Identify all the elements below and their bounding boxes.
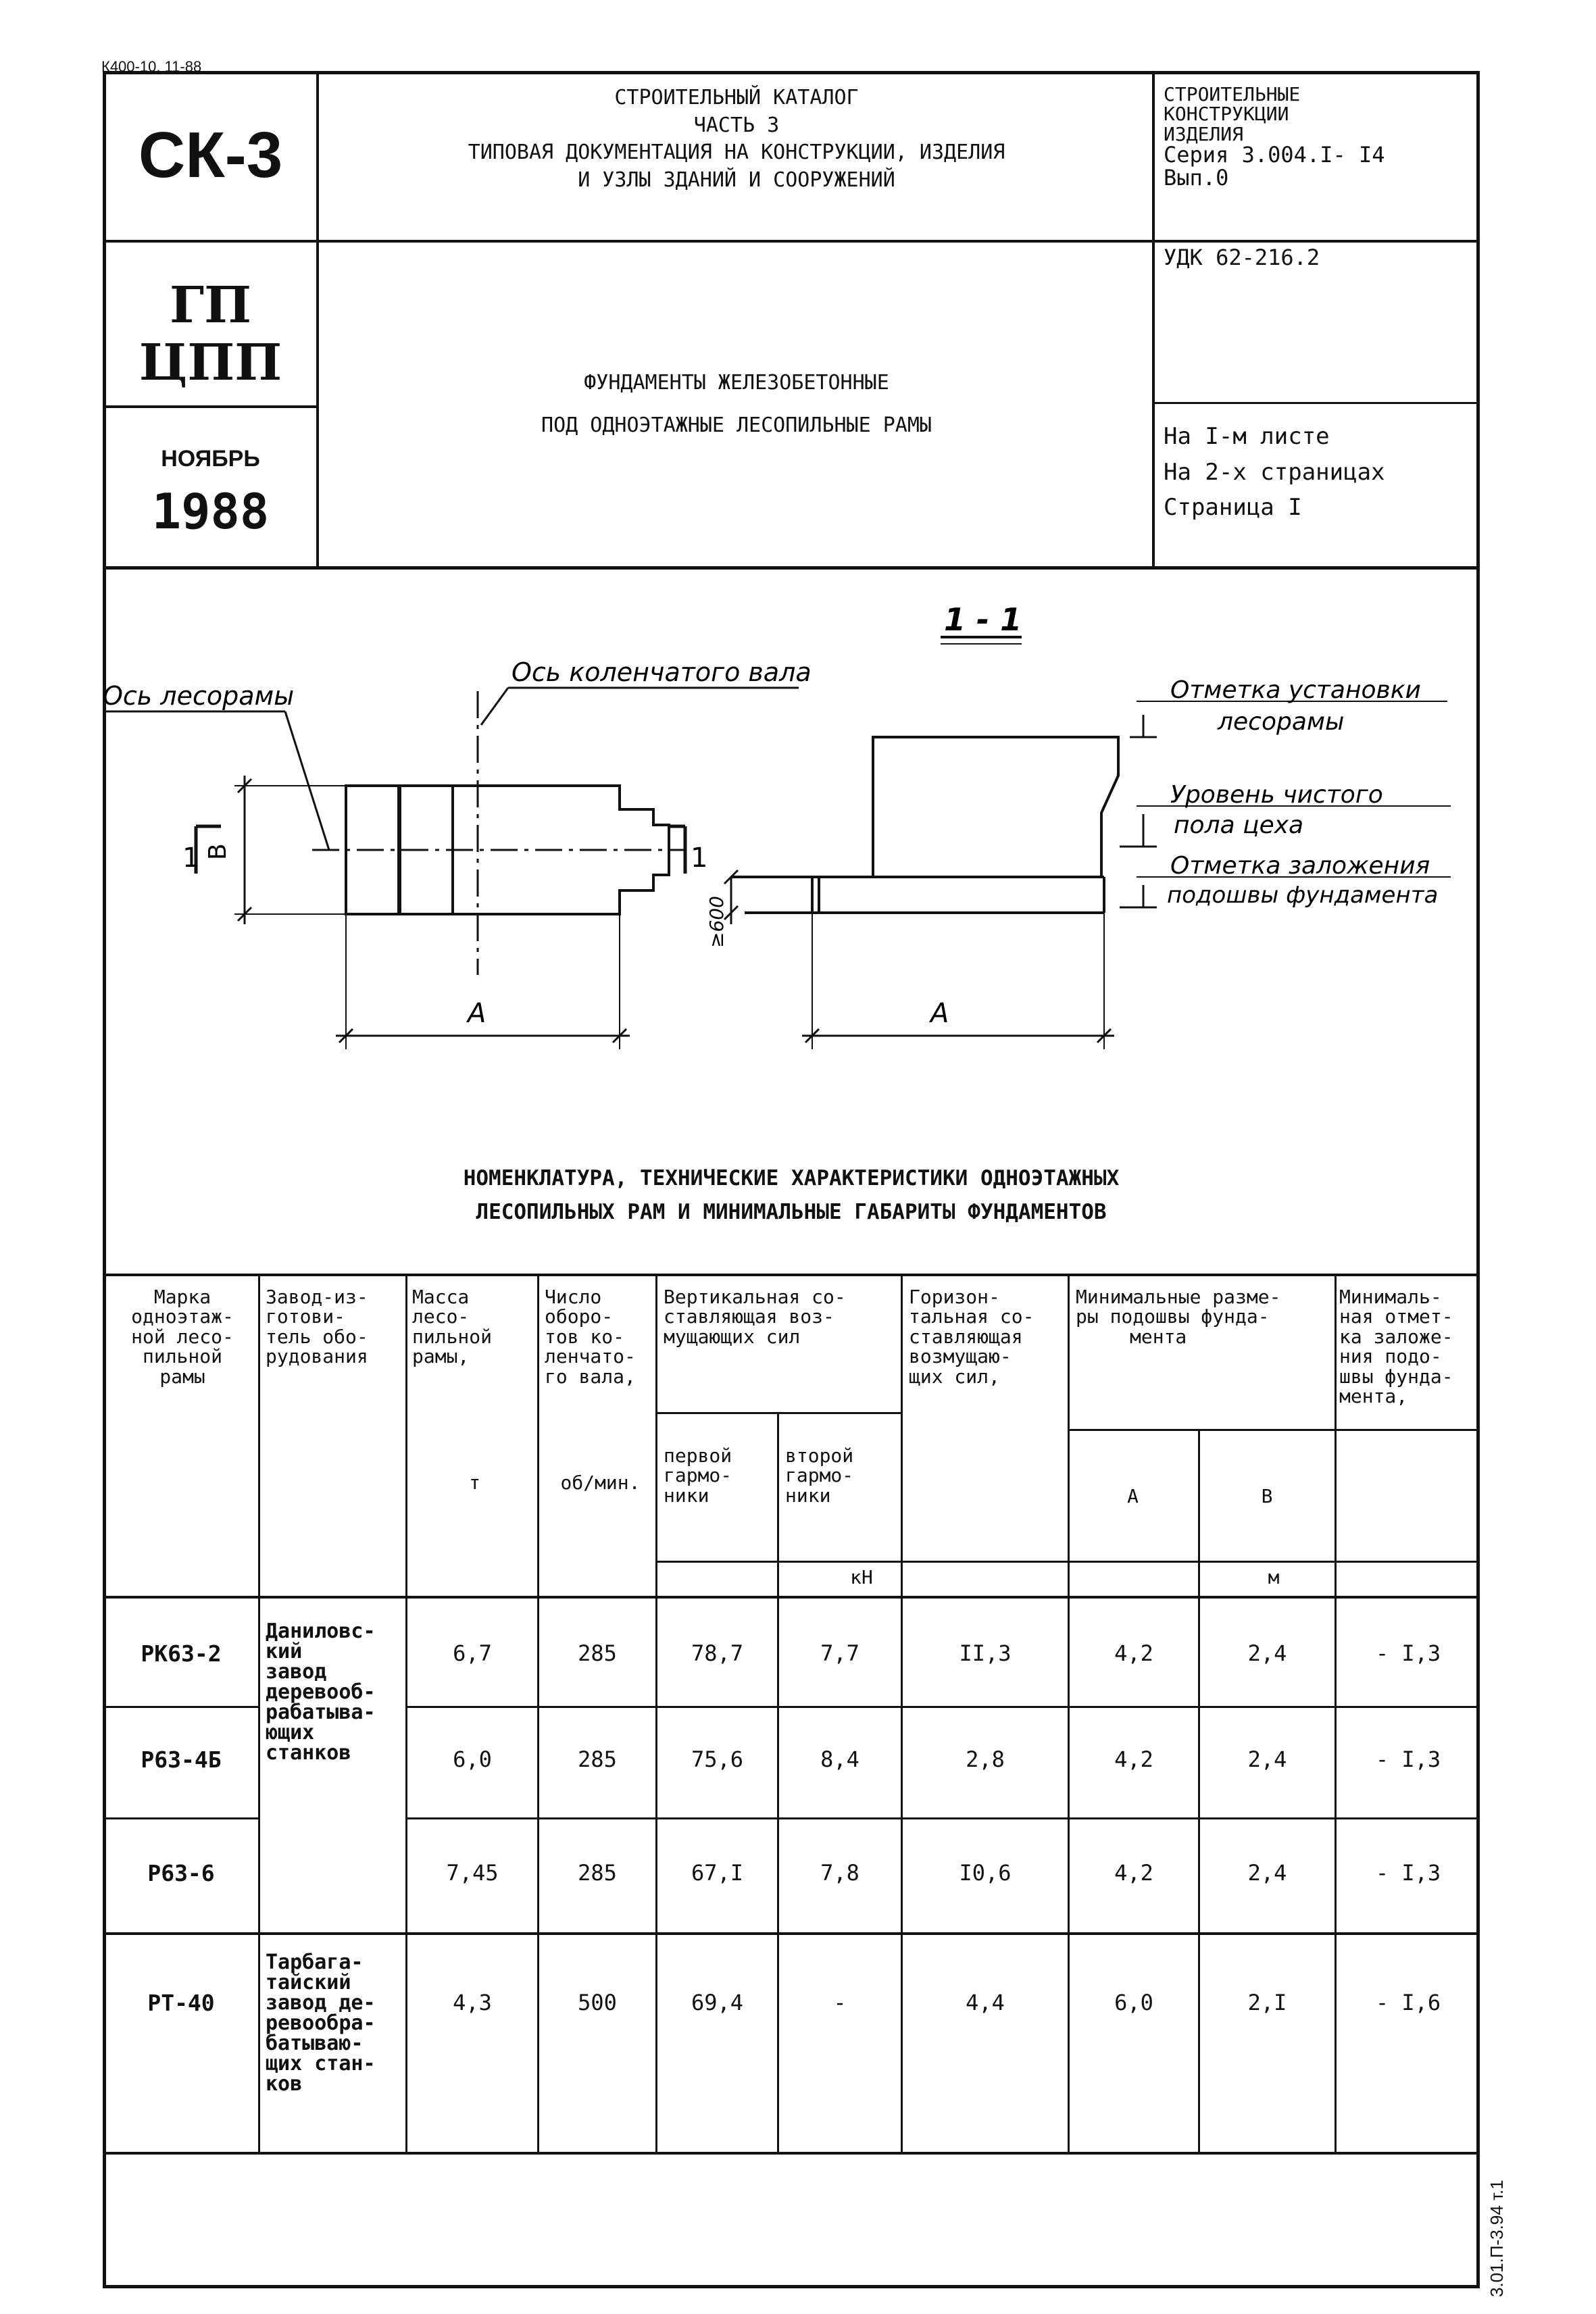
issue-month: НОЯБРЬ (161, 446, 260, 472)
udk-code: УДК 62-216.2 (1164, 245, 1320, 270)
header-mass: Масса лесо- пильной рамы, (412, 1286, 493, 1368)
row-elevation: - I,3 (1375, 1860, 1441, 1886)
header-a: А (1127, 1485, 1139, 1507)
row-horizontal: 2,8 (966, 1746, 1005, 1772)
header-vertical: Вертикальная со- ставляющая воз- мущающих сил (664, 1286, 846, 1348)
header-first-harmonic: первой гармо- ники (664, 1444, 732, 1507)
document-title: ФУНДАМЕНТЫ ЖЕЛЕЗОБЕТОННЫЕ ПОД ОДНОЭТАЖНЫЕ ЛЕСОПИЛЬНЫЕ РАМЫ (541, 371, 932, 437)
row-a: 4,2 (1114, 1860, 1153, 1886)
unit-m: м (1268, 1566, 1280, 1588)
row-second-harmonic: 7,7 (820, 1640, 859, 1666)
header-mark: Марка одноэтаж- ной лесо- пильной рамы (131, 1286, 234, 1388)
cut-label-left: 1 (182, 842, 200, 874)
mark-base-line2: подошвы фундамента (1167, 882, 1439, 909)
unit-mass: т (469, 1472, 480, 1494)
issue-year: 1988 (151, 483, 270, 540)
dim-600-label: ≥600 (705, 896, 728, 948)
group-divider (103, 1932, 1480, 1935)
row-elevation: - I,6 (1375, 1990, 1441, 2015)
mark-floor-line2: пола цеха (1174, 811, 1304, 839)
table-bottom (103, 2152, 1480, 2155)
table-top (103, 1274, 1480, 1276)
table-title: НОМЕНКЛАТУРА, ТЕХНИЧЕСКИЕ ХАРАКТЕРИСТИКИ ОДНОЭТАЖНЫХ ЛЕСОПИЛЬНЫХ РАМ И МИНИМАЛЬНЫЕ ГАБАРИТЫ ФУНДАМЕНТОВ (463, 1166, 1120, 1224)
side-document-code: 3.01.П-3.94 т.1 (1487, 2180, 1507, 2297)
row-b: 2,I (1247, 1990, 1287, 2015)
mark-install-line2: лесорамы (1218, 708, 1345, 736)
min-sub-divider (1068, 1429, 1480, 1431)
plant-tarbagatai: Тарбага- тайский завод де- ревообра- батываю- щих стан- ков (266, 1951, 376, 2096)
axis-frame-label: Ось лесорамы (103, 681, 295, 711)
row-mark: РК63-2 (141, 1640, 222, 1667)
unit-revolutions: об/мин. (560, 1472, 641, 1494)
row-a: 4,2 (1114, 1746, 1153, 1772)
header-second-harmonic: второй гармо- ники (785, 1444, 854, 1507)
row-first-harmonic: 75,6 (691, 1746, 744, 1772)
mark-install-line1: Отметка установки (1170, 676, 1421, 704)
row-mark: РТ-40 (147, 1990, 215, 2016)
publisher: ГП ЦПП (139, 276, 282, 393)
plant-danilov: Даниловс- кий завод деревооб- рабатыва- ющих станков (266, 1619, 376, 1765)
document-code: К400-10. 11-88 (101, 58, 202, 75)
header-b: В (1261, 1485, 1273, 1507)
dim-a-right-label: А (930, 998, 949, 1029)
row-horizontal: I0,6 (959, 1860, 1012, 1886)
row-horizontal: 4,4 (966, 1990, 1005, 2015)
section-label: 1 - 1 (944, 601, 1022, 638)
row-first-harmonic: 69,4 (691, 1990, 744, 2015)
section-outline (873, 737, 1118, 877)
header-col-2 (1152, 71, 1155, 568)
row-elevation: - I,3 (1375, 1746, 1441, 1772)
row-mark: Р63-4Б (141, 1746, 222, 1773)
header-horizontal: Горизон- тальная со- ставляющая возмущаю- щих сил, (909, 1286, 1034, 1388)
header-col-1 (316, 71, 319, 568)
header-divider-1 (103, 240, 1480, 243)
row-revolutions: 500 (578, 1990, 617, 2015)
row-mass: 4,3 (453, 1990, 492, 2015)
row-mass: 7,45 (446, 1860, 499, 1886)
row-mass: 6,7 (453, 1640, 492, 1666)
row-mark: Р63-6 (147, 1860, 215, 1886)
header-elevation: Минималь- ная отмет- ка заложе- ния подо- швы фунда- мента, (1339, 1286, 1453, 1407)
row-first-harmonic: 78,7 (691, 1640, 744, 1666)
header-divider-2 (103, 405, 319, 408)
row-b: 2,4 (1247, 1746, 1287, 1772)
row-second-harmonic: 7,8 (820, 1860, 859, 1886)
row-elevation: - I,3 (1375, 1640, 1441, 1666)
table-header-bottom (103, 1596, 1480, 1599)
cut-label-right: 1 (691, 842, 708, 874)
row-second-harmonic: - (833, 1990, 847, 2015)
mark-base-line1: Отметка заложения (1170, 852, 1430, 880)
dim-a-left-label: А (468, 998, 487, 1029)
row-first-harmonic: 67,I (691, 1860, 744, 1886)
header-min-sizes: Минимальные разме- ры подошвы фунда- мента (1076, 1286, 1281, 1348)
row-a: 4,2 (1114, 1640, 1153, 1666)
row-revolutions: 285 (578, 1640, 617, 1666)
mark-floor-line1: Уровень чистого (1170, 781, 1383, 809)
row-horizontal: II,3 (959, 1640, 1012, 1666)
header-revolutions: Число оборо- тов ко- ленчато- го вала, (545, 1286, 636, 1388)
row-b: 2,4 (1247, 1860, 1287, 1886)
unit-kn: кН (850, 1566, 873, 1588)
row-revolutions: 285 (578, 1746, 617, 1772)
dim-b-label: В (204, 843, 232, 860)
axis-shaft-label: Ось коленчатого вала (512, 657, 812, 687)
catalog-heading: СТРОИТЕЛЬНЫЙ КАТАЛОГ ЧАСТЬ 3 ТИПОВАЯ ДОКУМЕНТАЦИЯ НА КОНСТРУКЦИИ, ИЗДЕЛИЯ И УЗЛЫ ЗДАНИЙ И СООРУЖЕНИЙ (468, 86, 1005, 192)
header-divider-3 (1152, 402, 1480, 404)
catalog-id: СК-3 (138, 119, 283, 191)
header-plant: Завод-из- готови- тель обо- рудования (266, 1286, 368, 1368)
row-revolutions: 285 (578, 1860, 617, 1886)
foundation-drawing (103, 570, 1480, 1083)
row-a: 6,0 (1114, 1990, 1153, 2015)
row-mass: 6,0 (453, 1746, 492, 1772)
series-info: СТРОИТЕЛЬНЫЕ КОНСТРУКЦИИ ИЗДЕЛИЯ Серия 3.004.I- I4 Вып.0 (1164, 83, 1385, 191)
row-b: 2,4 (1247, 1640, 1287, 1666)
sheet-info: На I-м листе На 2-х страницах Страница I (1164, 423, 1385, 522)
row-second-harmonic: 8,4 (820, 1746, 859, 1772)
